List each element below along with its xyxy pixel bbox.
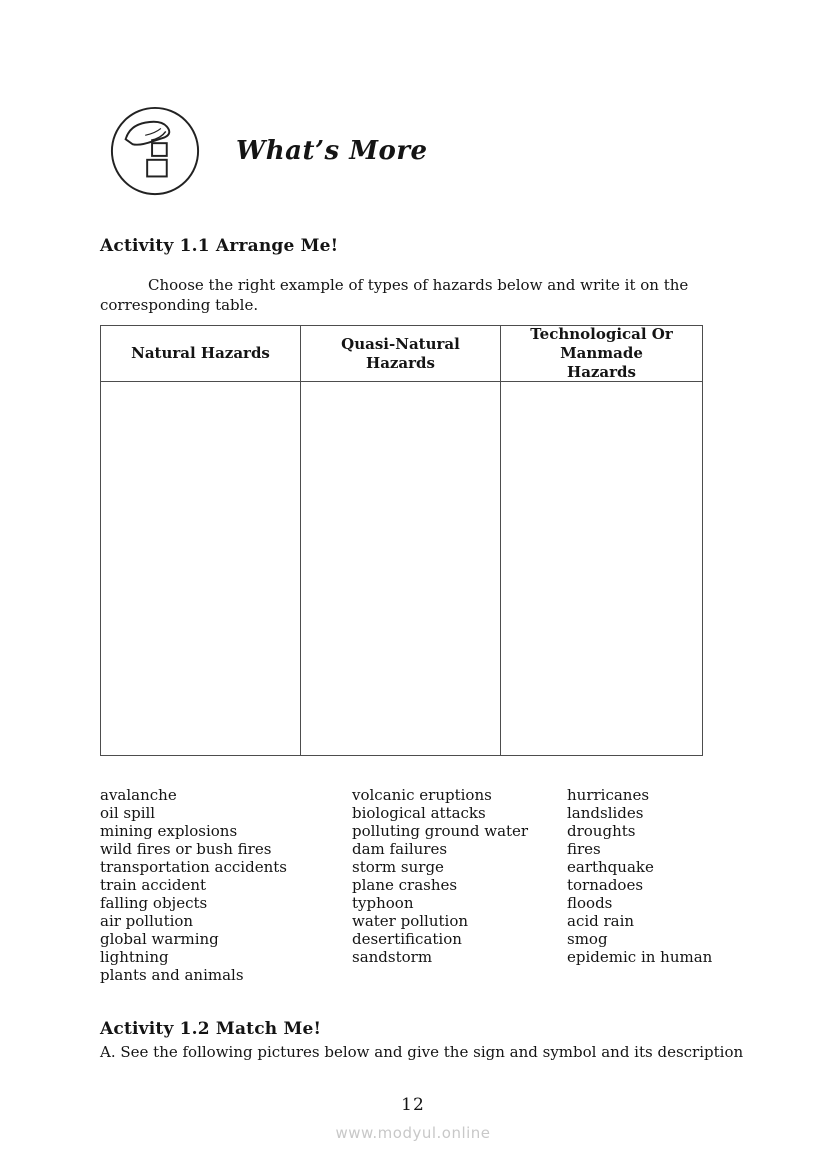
- word-list-item: desertification: [352, 930, 462, 948]
- word-list-item: acid rain: [567, 912, 635, 930]
- word-list-item: oil spill: [100, 804, 156, 822]
- word-list-column-1: [100, 786, 287, 984]
- word-list-item: epidemic in human: [567, 948, 713, 966]
- word-list-item: smog: [567, 930, 608, 948]
- word-list-item: global warming: [100, 930, 219, 948]
- word-list-item: sandstorm: [352, 948, 433, 966]
- word-list-item: typhoon: [352, 894, 414, 912]
- word-list-item: water pollution: [352, 912, 469, 930]
- table-header-technological-hazards: Technological Or Manmade Hazards: [501, 326, 702, 382]
- activity-1-1-instructions: Choose the right example of types of hazards below and write it on the corresponding table.: [100, 276, 689, 314]
- word-list-item: storm surge: [352, 858, 444, 876]
- word-list-item: dam failures: [352, 840, 448, 858]
- activity-1-2-instructions: A. See the following pictures below and give the sign and symbol and its description: [100, 1043, 744, 1061]
- word-list-item: wild fires or bush fires: [100, 840, 272, 858]
- word-list-column-2: [352, 786, 528, 966]
- word-list-item: droughts: [567, 822, 636, 840]
- word-list-item: mining explosions: [100, 822, 238, 840]
- word-list-item: tornadoes: [567, 876, 644, 894]
- word-list-item: falling objects: [100, 894, 208, 912]
- hand-stacking-blocks-icon: [108, 104, 202, 198]
- word-list-item: fires: [567, 840, 601, 858]
- word-list-item: polluting ground water: [352, 822, 529, 840]
- word-list-item: transportation accidents: [100, 858, 287, 876]
- page-number: 12: [401, 1095, 425, 1115]
- word-list-item: landslides: [567, 804, 644, 822]
- word-list-item: volcanic eruptions: [352, 786, 492, 804]
- word-list-item: air pollution: [100, 912, 194, 930]
- table-cell-quasi-natural-hazards: [301, 382, 501, 755]
- word-list-item: avalanche: [100, 786, 177, 804]
- word-list-item: lightning: [100, 948, 169, 966]
- table-cell-natural-hazards: [101, 382, 301, 755]
- word-list-column-3: [567, 786, 712, 966]
- word-list-item: earthquake: [567, 858, 654, 876]
- activity-1-2-title: Activity 1.2 Match Me!: [100, 1019, 322, 1039]
- word-list-item: plants and animals: [100, 966, 244, 984]
- word-list-item: floods: [567, 894, 613, 912]
- word-list-item: hurricanes: [567, 786, 650, 804]
- hazard-table: [100, 325, 703, 756]
- watermark: www.modyul.online: [335, 1124, 491, 1142]
- word-list-item: train accident: [100, 876, 207, 894]
- activity-1-1-title: Activity 1.1 Arrange Me!: [100, 236, 339, 256]
- table-header-natural-hazards: Natural Hazards: [101, 326, 301, 382]
- table-header-quasi-natural-hazards: Quasi-Natural Hazards: [301, 326, 501, 382]
- word-list-item: plane crashes: [352, 876, 458, 894]
- page-title: What’s More: [236, 136, 428, 166]
- table-cell-technological-hazards: [501, 382, 702, 755]
- whats-more-header: [108, 104, 428, 198]
- word-list-item: biological attacks: [352, 804, 486, 822]
